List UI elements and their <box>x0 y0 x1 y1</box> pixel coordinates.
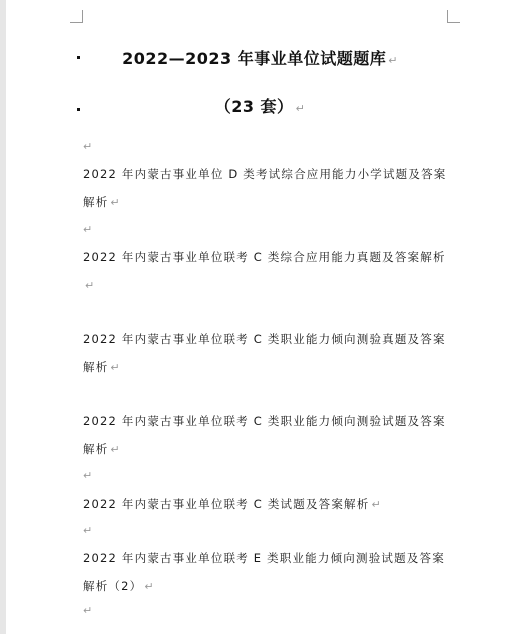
list-item[interactable] <box>83 490 451 519</box>
paragraph-mark: ↵ <box>110 196 121 209</box>
list-item-text: 2022 年内蒙古事业单位联考 E 类职业能力倾向测验试题及答案解析（2） <box>83 551 445 593</box>
list-item[interactable] <box>83 160 451 217</box>
bullet-marker <box>77 108 80 111</box>
margin-corner-top-left <box>70 10 83 23</box>
list-item[interactable] <box>83 407 451 464</box>
document-title[interactable] <box>90 46 430 69</box>
list-item-text: 2022 年内蒙古事业单位联考 C 类职业能力倾向测验真题及答案解析 <box>83 332 446 374</box>
list-item[interactable] <box>83 544 451 601</box>
empty-paragraph[interactable]: ↵ <box>83 140 93 153</box>
empty-paragraph[interactable]: ↵ <box>83 604 93 617</box>
empty-paragraph[interactable]: ↵ <box>83 469 93 482</box>
empty-paragraph[interactable]: ↵ <box>83 223 93 236</box>
document-subtitle[interactable] <box>90 94 430 117</box>
list-item-text: 2022 年内蒙古事业单位联考 C 类试题及答案解析 <box>83 497 370 511</box>
paragraph-mark: ↵ <box>295 102 306 115</box>
paragraph-mark: ↵ <box>144 580 155 593</box>
list-item-text: 2022 年内蒙古事业单位联考 C 类综合应用能力真题及答案解析 <box>83 250 446 264</box>
document-subtitle-text: （23 套） <box>214 97 294 116</box>
paragraph-mark: ↵ <box>85 279 96 292</box>
paragraph-mark: ↵ <box>110 443 121 456</box>
page-left-edge <box>0 0 6 634</box>
list-item-text: 2022 年内蒙古事业单位 D 类考试综合应用能力小学试题及答案解析 <box>83 167 447 209</box>
bullet-marker <box>77 56 80 59</box>
paragraph-mark: ↵ <box>388 54 398 67</box>
list-item-text: 2022 年内蒙古事业单位联考 C 类职业能力倾向测验试题及答案解析 <box>83 414 446 456</box>
document-title-text: 2022—2023 年事业单位试题题库 <box>122 49 387 68</box>
paragraph-mark: ↵ <box>110 361 121 374</box>
list-item[interactable] <box>83 325 451 382</box>
list-item[interactable] <box>83 243 451 300</box>
margin-corner-top-right <box>447 10 460 23</box>
paragraph-mark: ↵ <box>371 498 382 511</box>
empty-paragraph[interactable]: ↵ <box>83 524 93 537</box>
